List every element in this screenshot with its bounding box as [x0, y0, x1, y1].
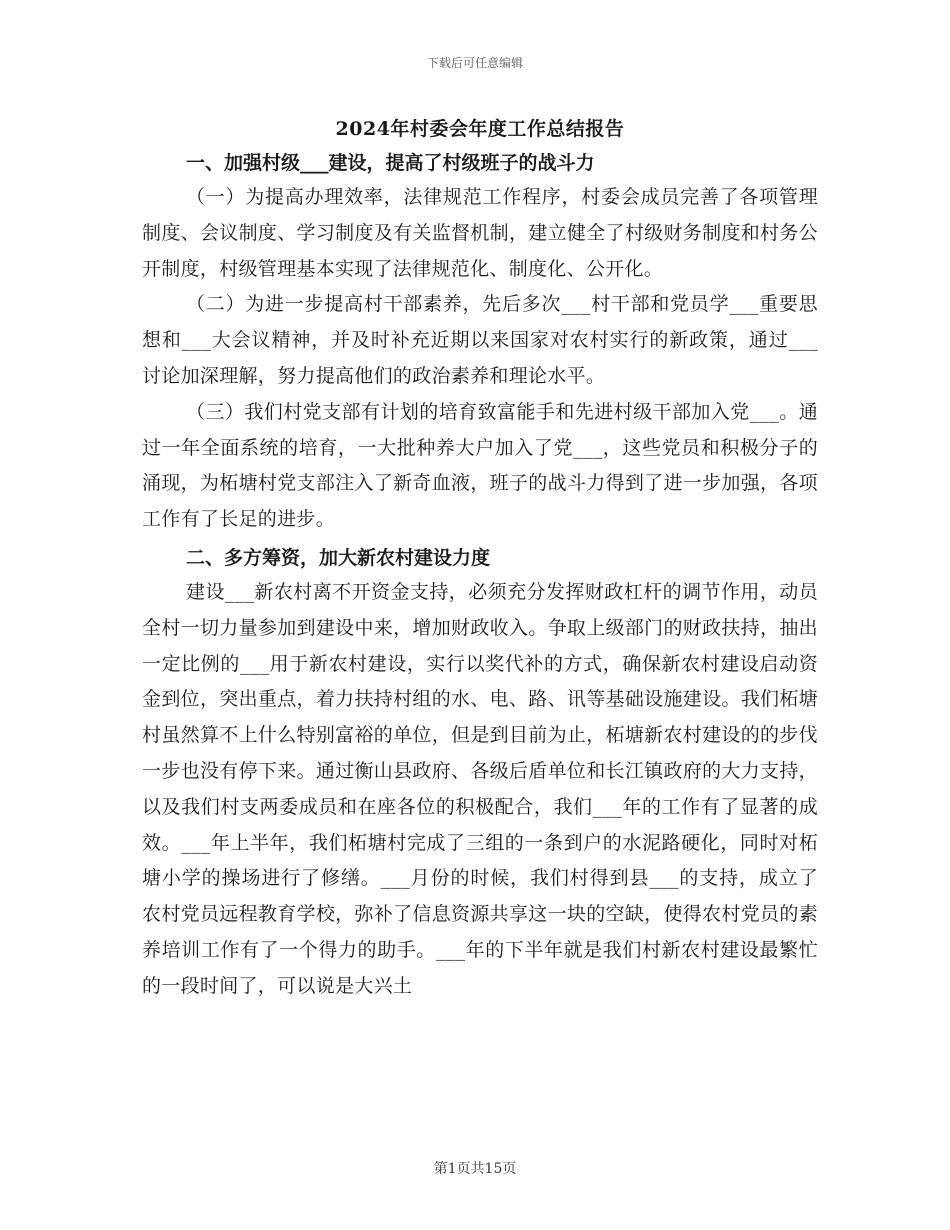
page-footer: 第1页共15页 [433, 1161, 517, 1177]
section-2-paragraph-1: 建设___新农村离不开资金支持，必须充分发挥财政杠杆的调节作用，动员全村一切力量参加到建设中来，增加财政收入。争取上级部门的财政扶持，抽出一定比例的___用于新农村建设，实行以奖代补的方式，确保新农村建设启动资金到位，突出重点，着力扶持村组的水、电、路、讯等基础设施建设。我们柘塘村虽然算不上什么特别富裕的单位，但是到目前为止，柘塘新农村建设的的步伐一步也没有停下来。通过衡山县政府、各级后盾单位和长江镇政府的大力支持，以及我们村支两委成员和在座各位的积极配合，我们___年的工作有了显著的成效。___年上半年，我们柘塘村完成了三组的一条到户的水泥路硬化，同时对柘塘小学的操场进行了修缮。___月份的时候，我们村得到县___的支持，成立了农村党员远程教育学校，弥补了信息资源共享这一块的空缺，使得农村党员的素养培训工作有了一个得力的助手。___年的下半年就是我们村新农村建设最繁忙的一段时间了，可以说是大兴土 [142, 580, 818, 997]
section-2-heading: 二、多方筹资，加大新农村建设力度 [186, 546, 491, 569]
document-body [142, 112, 818, 1005]
section-1-paragraph-2: （二）为进一步提高村干部素养，先后多次___村干部和党员学___重要思想和___大会议精神，并及时补充近期以来国家对农村实行的新政策，通过___讨论加深理解，努力提高他们的政治素养和理论水平。 [142, 293, 818, 387]
section-1-paragraph-1: （一）为提高办理效率，法律规范工作程序，村委会成员完善了各项管理制度、会议制度、学习制度及有关监督机制，建立健全了村级财务制度和村务公开制度，村级管理基本实现了法律规范化、制度化、公开化。 [142, 186, 818, 280]
header-note: 下载后可任意编辑 [426, 56, 523, 70]
section-1-paragraph-3: （三）我们村党支部有计划的培育致富能手和先进村级干部加入党___。通过一年全面系统的培育，一大批种养大户加入了党___，这些党员和积极分子的涌现，为柘塘村党支部注入了新奇血液，班子的战斗力得到了进一步加强，各项工作有了长足的进步。 [142, 400, 818, 531]
section-1-heading: 一、加强村级___建设，提高了村级班子的战斗力 [186, 152, 595, 174]
document-title: 2024年村委会年度工作总结报告 [335, 118, 625, 140]
